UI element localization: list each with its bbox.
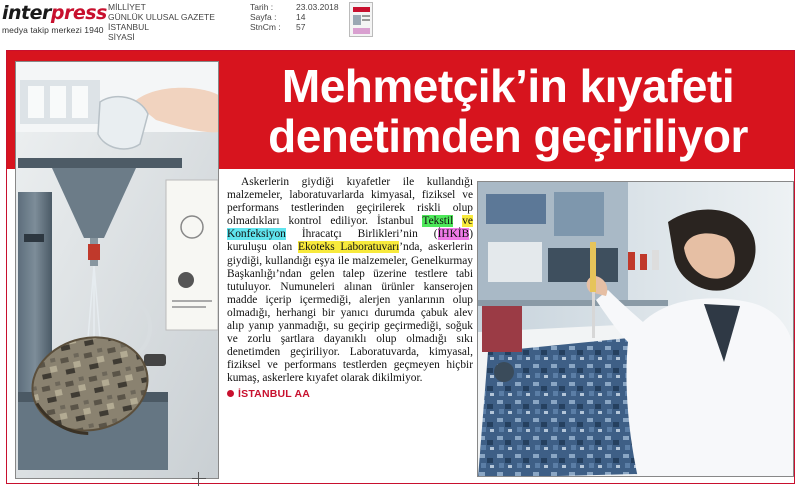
photo-lab-technician	[477, 181, 794, 477]
publication-city: İSTANBUL	[108, 22, 149, 32]
highlight-ve: ve	[462, 215, 473, 228]
news-article	[6, 50, 795, 484]
article-body	[227, 176, 473, 401]
interpress-logo	[2, 2, 107, 38]
photo-flammability-test	[15, 61, 219, 479]
logo-inter: inter	[2, 2, 51, 24]
date-label: Tarih :	[250, 2, 274, 12]
meta-labels	[250, 2, 281, 32]
headline-line-1: Mehmetçik’in kıyafeti	[281, 60, 735, 112]
headline-line-2: denetimden geçiriliyor	[268, 110, 748, 162]
dateline-text: İSTANBUL AA	[238, 387, 311, 400]
page-value: 14	[296, 12, 306, 22]
meta-values	[296, 2, 339, 32]
publication-name: MİLLİYET	[108, 2, 146, 12]
bullet-dot-icon	[227, 390, 234, 397]
article-headline	[225, 61, 791, 161]
article-dateline	[227, 388, 473, 401]
highlight-ekoteks: Ekoteks Laboratuvarı	[297, 241, 400, 254]
clipping-header	[0, 0, 800, 46]
logo-press: press	[50, 2, 107, 24]
logo-wordmark	[2, 2, 107, 24]
crosshair-icon	[192, 472, 206, 486]
publication-type: GÜNLÜK ULUSAL GAZETE	[108, 12, 215, 22]
date-value: 23.03.2018	[296, 2, 339, 12]
page-thumbnail[interactable]	[349, 2, 373, 37]
column-cm-label: StnCm :	[250, 22, 281, 32]
highlight-ihkib: İHKİB	[437, 228, 470, 241]
highlight-konfeksiyon: Konfeksiyon	[227, 228, 286, 241]
highlight-tekstil: Tekstil	[422, 215, 454, 228]
publication-category: SİYASİ	[108, 32, 135, 42]
logo-tagline: medya takip merkezi 1940	[2, 25, 104, 35]
publication-info	[108, 2, 215, 42]
column-cm-value: 57	[296, 22, 306, 32]
body-paragraph: Askerlerin giydiği kıyafetler ile kullandığı malzemeler, laboratuvarlarda kimyasal, fiziksel ve performans testlerinden geçirilerek riskli olup olmadıkları kontrol ediliyor. İstanbul Tekstil ve Konfeksiyon İhracatçı Birlikleri’nin (İHKİB) kuruluşu olan Ekoteks Laboratuvarı’nda, askerlerin giydiği, kullandığı eşya ile malzemeler, Genelkurmay Başkanlığı’ndan gelen talep üzerine testlere tabi tutuluyor. Numuneleri alınan ürünler kanserojen madde içerip içermediği, alerjen yanlarının olup olmadığı, herhangi bir yanıcı durumda çabuk alev alıp yanıp yanmadığı, su geçirip geçirmediği, soğuk ve zorlu şartlara dayanıklı olup olmadığı sıkı denetimden geçiriliyor. Laboratuvarda, kimyasal, fiziksel ve performans testlerden geçmeyen hiçbir kumaş, askerlere kıyafet olarak dikilmiyor.	[227, 176, 473, 385]
page-label: Sayfa :	[250, 12, 277, 22]
